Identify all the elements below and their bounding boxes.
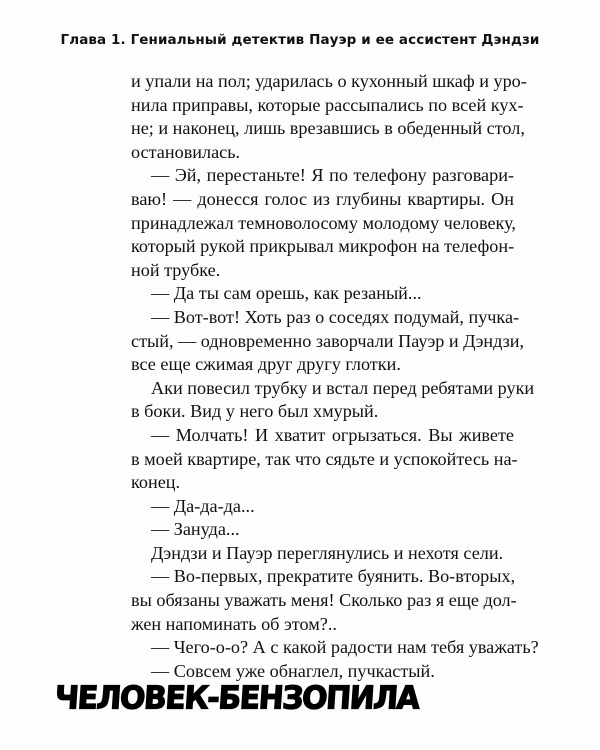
text-line: жен напоминать об этом?.. <box>131 613 337 634</box>
text-line: принадлежал темноволосому молодому человеку, <box>131 212 516 233</box>
text-line: — Совсем уже обнаглел, пучкастый. <box>151 660 435 681</box>
text-line: — Эй, перестаньте! Я по телефону разговари- <box>151 165 514 186</box>
text-line: конец. <box>131 472 181 493</box>
text-line: вы обязаны уважать меня! Сколько раз я еще дол- <box>131 590 517 611</box>
text-line: нила приправы, которые рассыпались по всей кух- <box>131 94 524 115</box>
text-line: Аки повесил трубку и встал перед ребятами руки <box>151 377 535 398</box>
text-line: в моей квартире, так что сядьте и успокойтесь на- <box>131 448 518 469</box>
text-line: который рукой прикрывал микрофон на телефон- <box>131 236 515 257</box>
text-line: не; и наконец, лишь врезавшись в обеденный стол, <box>131 118 525 139</box>
text-line: Дэндзи и Пауэр переглянулись и нехотя сели. <box>151 542 504 563</box>
text-line: — Зануда... <box>151 519 240 540</box>
text-line: — Молчать! И хватит огрызаться. Вы живете <box>151 424 514 445</box>
text-line: и упали на пол; ударилась о кухонный шкаф и уро- <box>131 71 527 91</box>
text-line: в боки. Вид у него был хмурый. <box>131 401 379 422</box>
chapter-running-head: Глава 1. Гениальный детектив Пауэр и ее ассистент Дэндзи <box>60 32 540 48</box>
text-line: — Во-первых, прекратите буянить. Во-вторых, <box>151 566 516 587</box>
text-line: — Да-да-да... <box>151 495 255 516</box>
series-title-logo: ЧЕЛОВЕК-БЕНЗОПИЛА <box>53 680 420 717</box>
text-line: — Да ты сам орешь, как резаный... <box>151 283 422 304</box>
text-line: ной трубке. <box>131 259 221 280</box>
text-line: остановилась. <box>131 141 241 162</box>
page-body-text <box>131 70 539 683</box>
text-line: все еще сжимая друг другу глотки. <box>131 354 401 375</box>
text-line: стый, — одновременно заворчали Пауэр и Дэндзи, <box>131 330 525 351</box>
text-line: — Чего-о-о? А с какой радости нам тебя уважать? <box>151 637 539 658</box>
text-line: ваю! — донесся голос из глубины квартиры. Он <box>131 188 514 209</box>
text-line: — Вот-вот! Хоть раз о соседях подумай, пучка- <box>151 306 520 327</box>
